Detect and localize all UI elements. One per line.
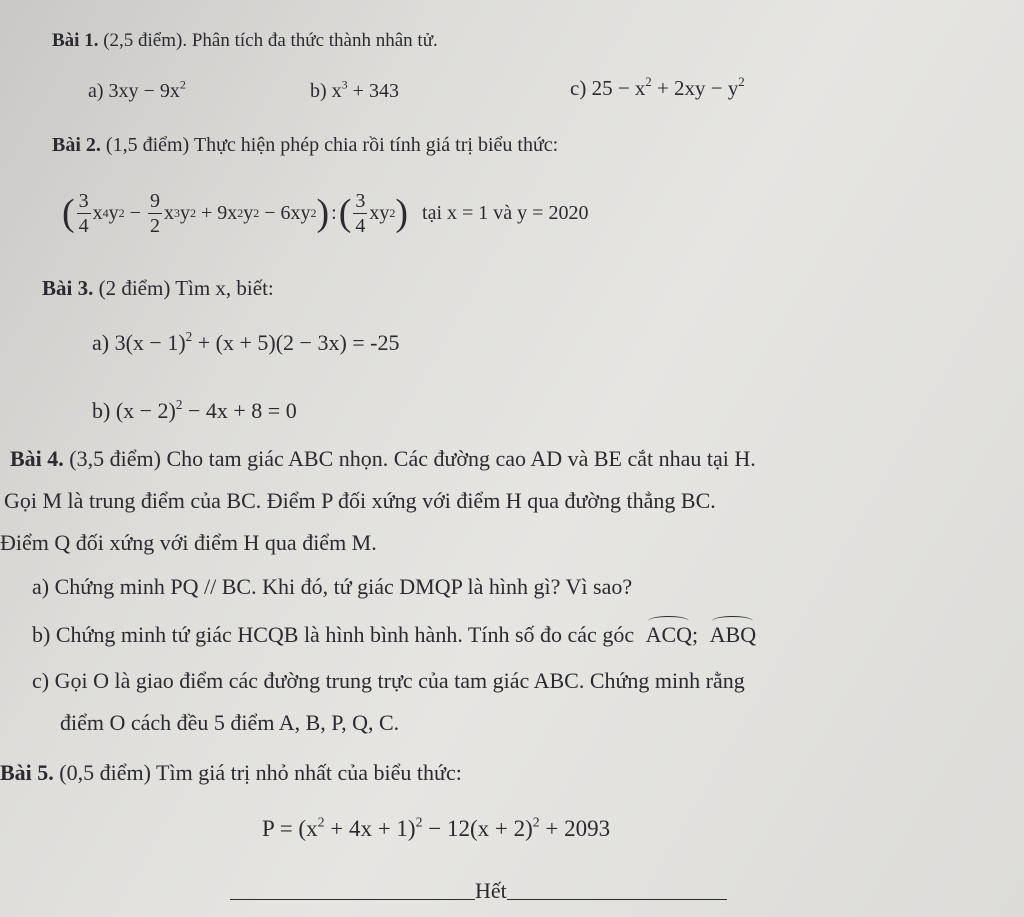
term: y [243, 201, 254, 224]
problem-2-heading [52, 134, 558, 157]
expression: + 343 [347, 80, 399, 102]
end-text: Hết [475, 878, 507, 903]
end-rule-right [507, 899, 727, 900]
problem-5-expression [262, 816, 610, 842]
numerator: 9 [149, 189, 160, 212]
expression: − 4x + 8 = 0 [182, 398, 297, 423]
fraction [353, 191, 367, 236]
condition: tại x = 1 và y = 2020 [422, 201, 589, 224]
expression: − 12(x + 2) [422, 816, 533, 841]
problem-1-part-c [570, 76, 745, 101]
expression: 3xy − 9x [108, 80, 180, 102]
expression: + 2xy − y [651, 76, 739, 100]
term: + 9x [195, 201, 238, 224]
operator: − [124, 201, 146, 224]
problem-4-part-c-line-2: điểm O cách đều 5 điểm A, B, P, Q, C. [60, 710, 400, 735]
denominator: 4 [355, 214, 366, 237]
problem-4-part-b [32, 622, 756, 648]
expression: + 4x + 1) [324, 816, 416, 841]
exponent: 2 [317, 814, 325, 830]
denominator: 2 [149, 214, 160, 237]
term: x [163, 201, 174, 224]
problem-1-part-a [88, 77, 186, 103]
fraction [148, 191, 162, 236]
problem-1-heading [52, 30, 438, 52]
exponent: 2 [179, 77, 186, 92]
separator: ; [692, 622, 699, 647]
angle-acq: ACQ [645, 622, 693, 647]
problem-5-heading [0, 760, 462, 786]
expression: (x − 2) [115, 398, 176, 423]
fraction [77, 191, 91, 236]
problem-3-title: Bài 3. [42, 276, 94, 300]
term: x [92, 201, 103, 224]
problem-1-title: Bài 1. [52, 30, 99, 51]
problem-4-part-b-text: b) Chứng minh tứ giác HCQB là hình bình hành. Tính số đo các góc [32, 622, 635, 647]
division-operator: : [331, 201, 337, 224]
numerator: 3 [355, 189, 366, 212]
problem-1-desc: (2,5 điểm). Phân tích đa thức thành nhân tử. [103, 30, 438, 51]
expression: 3(x − 1) [114, 330, 186, 355]
term: y [108, 201, 119, 224]
problem-4-line-2: Gọi M là trung điểm của BC. Điểm P đối xứng với điểm H qua đường thẳng BC. [4, 488, 716, 513]
problem-4-part-a: a) Chứng minh PQ // BC. Khi đó, tứ giác DMQP là hình gì? Vì sao? [32, 574, 633, 599]
part-label: a) [92, 330, 110, 355]
problem-4-line-3: Điểm Q đối xứng với điểm H qua điểm M. [0, 530, 377, 555]
term: − 6xy [259, 201, 311, 224]
problem-1-part-b [310, 77, 399, 103]
part-label: b) [92, 398, 111, 423]
exponent: 2 [532, 814, 540, 830]
expression: x [331, 80, 342, 102]
exponent: 3 [341, 77, 348, 92]
term: xy [369, 201, 390, 224]
problem-2-title: Bài 2. [52, 134, 101, 156]
exponent: 2 [185, 328, 193, 344]
part-label: b) [310, 80, 327, 102]
exponent: 2 [738, 75, 745, 90]
problem-5-title: Bài 5. [0, 760, 54, 785]
exponent: 2 [645, 75, 652, 90]
problem-2-expression: ( $\frac{3}{4}$ x 4 y 2 − $\frac{9}{2}$ x 3 y 2 + 9x 2 y 2 − 6xy 2 ) : ( $\frac{3}{4}$ xy 2 ) tại x = 1 và y = 2020 [62, 189, 589, 237]
exponent: 2 [415, 814, 423, 830]
expression: + 2093 [539, 816, 611, 841]
problem-5-desc: (0,5 điểm) Tìm giá trị nhỏ nhất của biểu thức: [59, 760, 462, 785]
end-rule-left [230, 899, 475, 900]
denominator: 4 [78, 214, 89, 237]
expression: 25 − x [591, 76, 646, 100]
part-label: c) [570, 76, 587, 100]
part-label: a) [88, 80, 104, 102]
expression: + (x + 5)(2 − 3x) = -25 [192, 330, 400, 355]
problem-2-desc: (1,5 điểm) Thực hiện phép chia rồi tính giá trị biểu thức: [105, 134, 559, 156]
problem-3-part-b [92, 398, 297, 424]
angle-abq: ABQ [709, 622, 757, 647]
problem-3-desc: (2 điểm) Tìm x, biết: [98, 276, 274, 300]
problem-3-part-a [92, 330, 400, 356]
problem-4-part-c-line-1: c) Gọi O là giao điểm các đường trung trực của tam giác ABC. Chứng minh rằng [32, 668, 745, 693]
problem-4-text: (3,5 điểm) Cho tam giác ABC nhọn. Các đường cao AD và BE cắt nhau tại H. [69, 446, 756, 471]
term: y [179, 201, 190, 224]
expression: P = (x [262, 816, 318, 841]
problem-3-heading [42, 276, 274, 301]
problem-4-title: Bài 4. [10, 446, 64, 471]
end-marker [230, 878, 727, 904]
numerator: 3 [78, 189, 89, 212]
exponent: 2 [175, 396, 183, 412]
problem-4-line-1 [10, 446, 756, 472]
